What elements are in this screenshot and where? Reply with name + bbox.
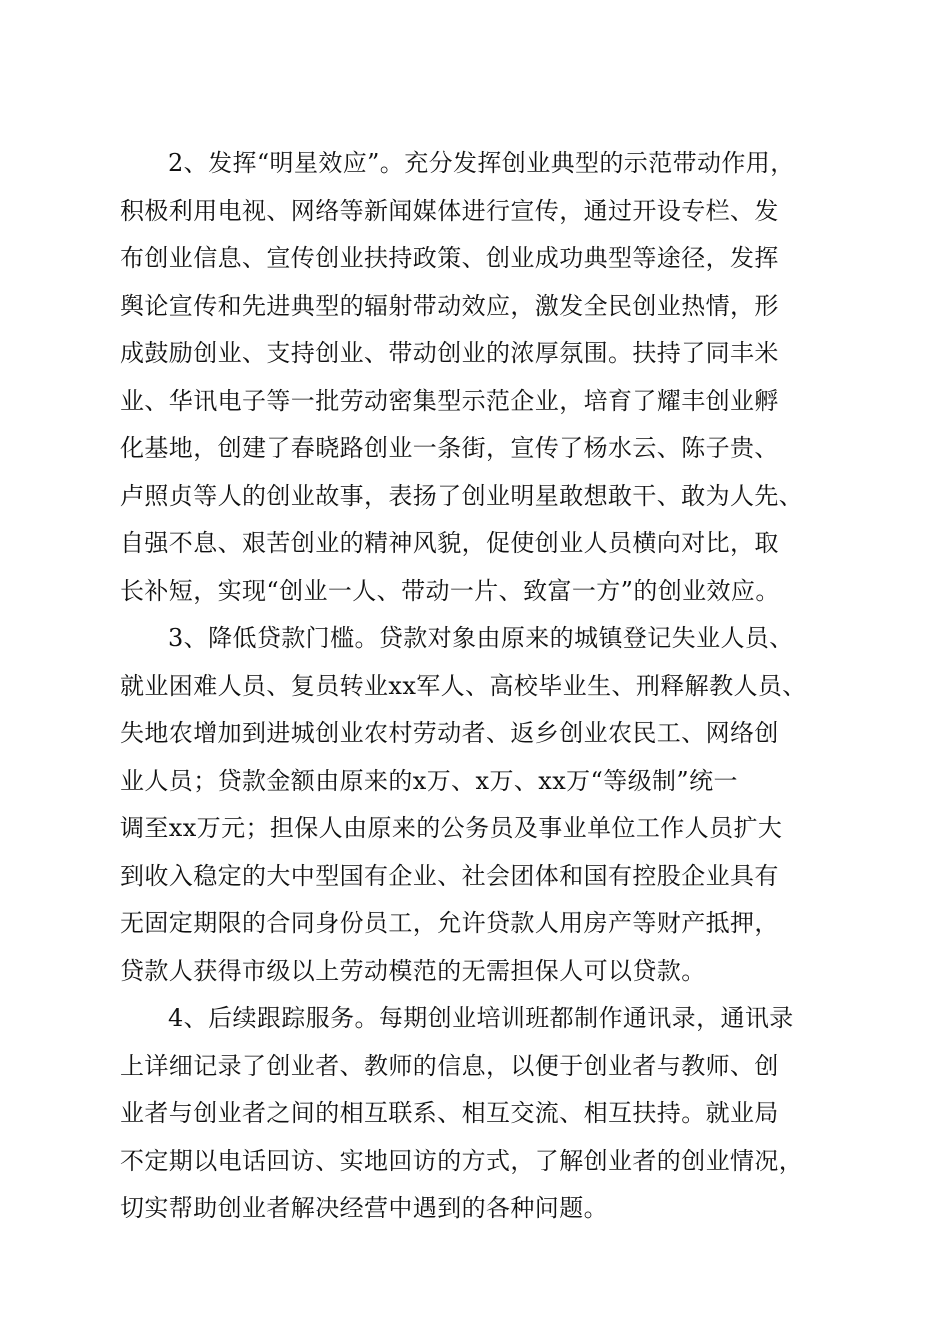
paragraph-2-line-3: 布创业信息、宣传创业扶持政策、创业成功典型等途径，发挥 — [120, 244, 779, 272]
paragraph-2-line-2: 积极利用电视、网络等新闻媒体进行宣传，通过开设专栏、发 — [120, 196, 779, 225]
document-body — [120, 140, 850, 1233]
paragraph-2-line-4: 舆论宣传和先进典型的辐射带动效应，激发全民创业热情，形 — [120, 291, 779, 320]
paragraph-4-line-4: 不定期以电话回访、实地回访的方式，了解创业者的创业情况， — [120, 1146, 804, 1175]
paragraph-2-line-1: 2、发挥“明星效应”。充分发挥创业典型的示范带动作用， — [168, 149, 795, 177]
paragraph-3-line-3: 失地农增加到进城创业农村劳动者、返乡创业农民工、网络创 — [120, 719, 779, 747]
paragraph-3-line-6: 到收入稳定的大中型国有企业、社会团体和国有控股企业具有 — [120, 861, 779, 890]
paragraph-2-line-10: 长补短，实现“创业一人、带动一片、致富一方”的创业效应。 — [120, 576, 780, 605]
paragraph-3-line-8: 贷款人获得市级以上劳动模范的无需担保人可以贷款。 — [120, 956, 706, 985]
paragraph-2-line-8: 卢照贞等人的创业故事，表扬了创业明星敢想敢干、敢为人先、 — [120, 481, 804, 510]
paragraph-3-line-2: 就业困难人员、复员转业xx军人、高校毕业生、刑释解教人员、 — [120, 671, 807, 700]
paragraph-3-line-1: 3、降低贷款门槛。贷款对象由原来的城镇登记失业人员、 — [168, 624, 794, 652]
paragraph-4-line-1: 4、后续跟踪服务。每期创业培训班都制作通讯录，通讯录 — [168, 1004, 794, 1032]
paragraph-3-line-5: 调至xx万元；担保人由原来的公务员及事业单位工作人员扩大 — [120, 814, 783, 842]
paragraph-2-line-6: 业、华讯电子等一批劳动密集型示范企业，培育了耀丰创业孵 — [120, 386, 779, 415]
paragraph-2-line-9: 自强不息、艰苦创业的精神风貌，促使创业人员横向对比，取 — [120, 529, 779, 557]
paragraph-2-line-7: 化基地，创建了春晓路创业一条街，宣传了杨水云、陈子贵、 — [120, 434, 779, 462]
paragraph-4-line-5: 切实帮助创业者解决经营中遇到的各种问题。 — [120, 1194, 608, 1222]
paragraph-4-line-2: 上详细记录了创业者、教师的信息，以便于创业者与教师、创 — [120, 1051, 779, 1080]
paragraph-3-line-7: 无固定期限的合同身份员工，允许贷款人用房产等财产抵押， — [120, 909, 779, 937]
paragraph-4-line-3: 业者与创业者之间的相互联系、相互交流、相互扶持。就业局 — [120, 1099, 779, 1127]
paragraph-3-line-4: 业人员；贷款金额由原来的x万、x万、xx万“等级制”统一 — [120, 766, 738, 795]
paragraph-2-line-5: 成鼓励创业、支持创业、带动创业的浓厚氛围。扶持了同丰米 — [120, 339, 779, 367]
